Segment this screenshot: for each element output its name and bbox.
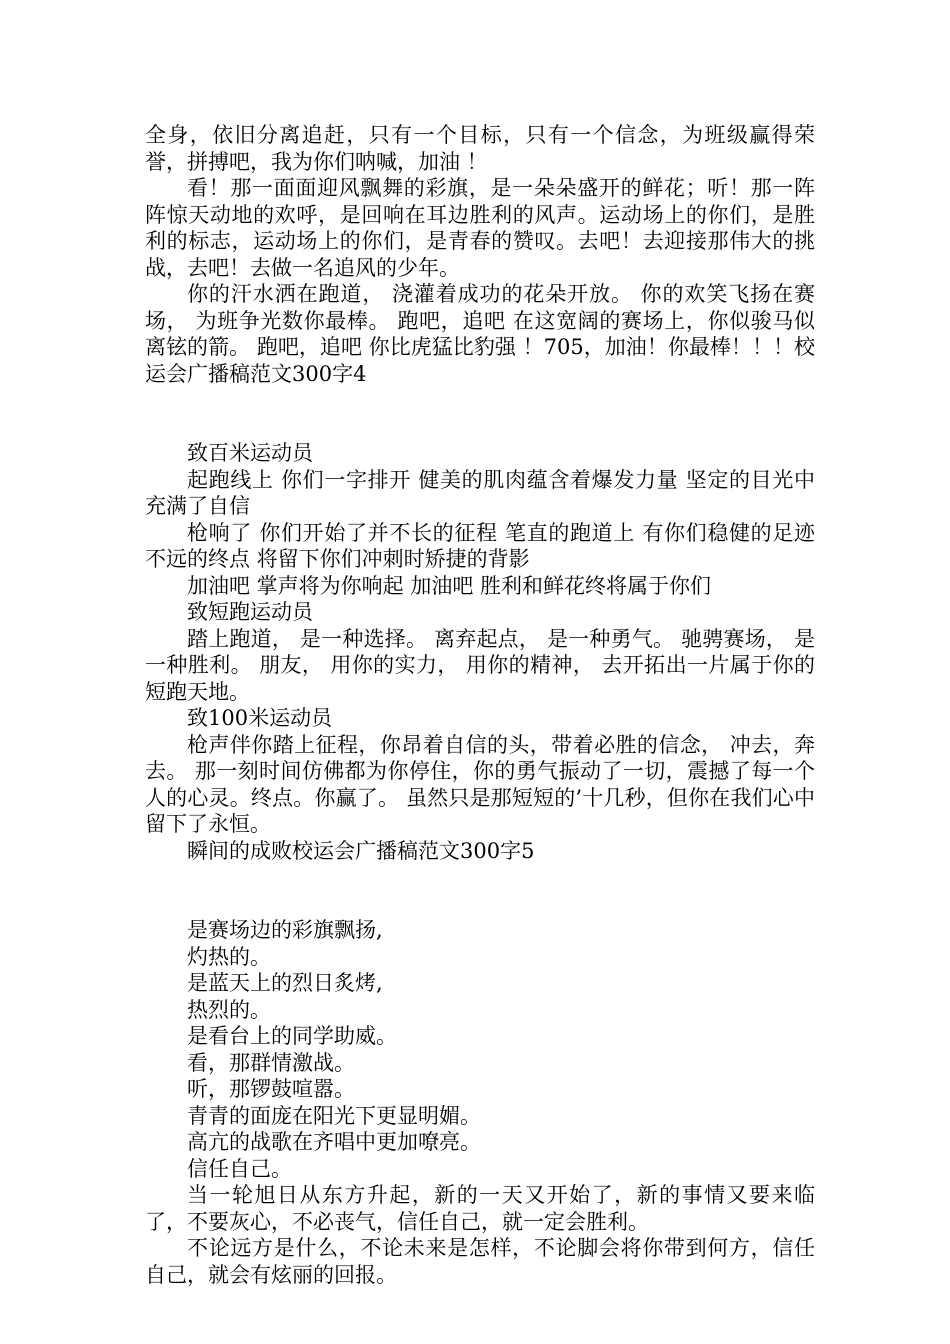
section-heading: 致短跑运动员 <box>187 600 313 624</box>
paragraph: 全身，依旧分离追赶，只有一个目标，只有一个信念，为班级赢得荣誉，拼搏吧，我为你们呐喊，加油 ！ <box>145 123 815 174</box>
poem-line: 看，那群情激战。 <box>187 1050 355 1075</box>
document-body <box>145 122 815 1288</box>
paragraph: 看！那一面面迎风飘舞的彩旗，是一朵朵盛开的鲜花；听！那一阵阵惊天动地的欢呼，是回响在耳边胜利的风声。运动场上的你们，是胜利的标志，运动场上的你们，是青春的赞叹。去吧！去迎接那伟大的挑战，去吧！去做一名追风的少年。 <box>145 176 815 280</box>
poem-line: 听，那锣鼓喧嚣。 <box>187 1077 355 1101</box>
section-gap <box>145 387 815 440</box>
section-gap <box>145 864 815 917</box>
poem-line: 是赛场边的彩旗飘扬, <box>187 918 383 942</box>
poem-line: 是蓝天上的烈日炙烤, <box>187 971 383 995</box>
poem-line: 灼热的。 <box>187 944 271 969</box>
paragraph: 枪响了 你们开始了并不长的征程 笔直的跑道上 有你们稳健的足迹 不远的终点 将留下你们冲刺时矫捷的背影 <box>145 520 815 571</box>
section-heading: 致百米运动员 <box>187 441 313 465</box>
poem-line: 高亢的战歌在齐唱中更加嘹亮。 <box>187 1130 481 1154</box>
section-heading: 致100米运动员 <box>187 706 333 730</box>
poem-line: 信任自己。 <box>187 1156 292 1181</box>
poem-line: 热烈的。 <box>187 997 271 1022</box>
paragraph: 不论远方是什么，不论未来是怎样，不论脚会将你带到何方，信任自己，就会有炫丽的回报。 <box>145 1236 815 1287</box>
poem-line: 青青的面庞在阳光下更显明媚。 <box>187 1103 481 1128</box>
paragraph: 当一轮旭日从东方升起，新的一天又开始了，新的事情又要来临了，不要灰心，不必丧气，信任自己，就一定会胜利。 <box>145 1183 815 1234</box>
poem-line: 是看台上的同学助威。 <box>187 1024 397 1048</box>
paragraph: 你的汗水洒在跑道， 浇灌着成功的花朵开放。 你的欢笑飞扬在赛场， 为班争光数你最棒。 跑吧，追吧 在这宽阔的赛场上，你似骏马似离铉的箭。 跑吧，追吧 你比虎猛比豹强 ！705，加油！你最棒！！！校运会广播稿范文300字4 <box>145 282 815 386</box>
paragraph: 踏上跑道， 是一种选择。 离弃起点， 是一种勇气。 驰骋赛场， 是一种胜利。 朋友， 用你的实力， 用你的精神， 去开拓出一片属于你的 短跑天地。 <box>145 626 815 704</box>
section-heading: 瞬间的成败校运会广播稿范文300字5 <box>187 838 535 863</box>
paragraph: 加油吧 掌声将为你响起 加油吧 胜利和鲜花终将属于你们 <box>187 573 712 598</box>
paragraph: 枪声伴你踏上征程，你昂着自信的头，带着必胜的信念， 冲去，奔去。 那一刻时间仿佛都为你停住，你的勇气振动了一切，震撼了每一个人的心灵。终点。你赢了。 虽然只是那短短的’十几秒，但你在我们心中留下了永恒。 <box>145 732 815 836</box>
paragraph: 起跑线上 你们一字排开 健美的肌肉蕴含着爆发力量 坚定的目光中充满了自信 <box>145 467 815 518</box>
